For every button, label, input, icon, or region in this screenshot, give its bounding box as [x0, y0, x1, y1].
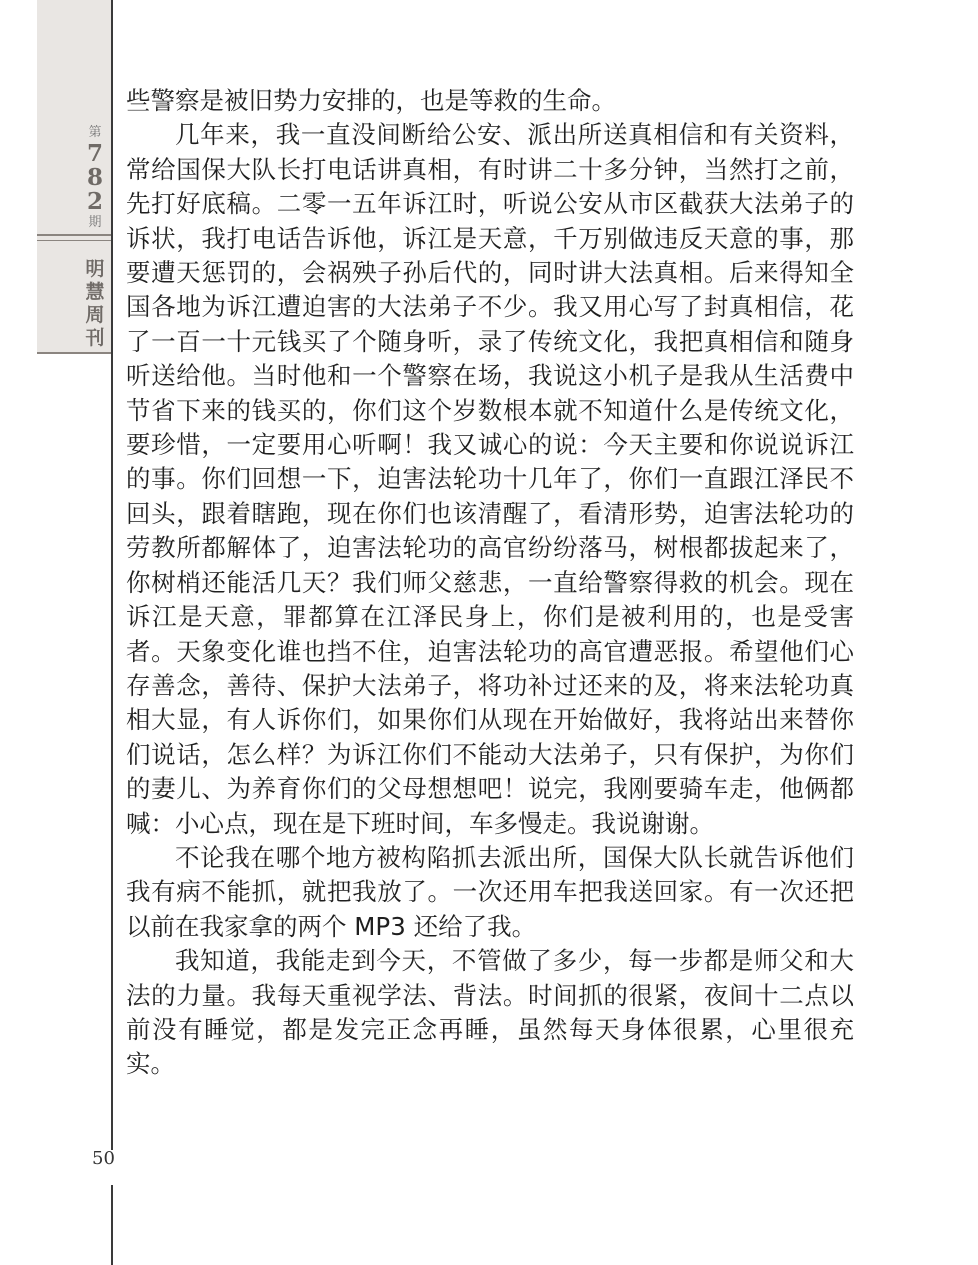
sidebar-divider: [37, 234, 112, 236]
page-number: 50: [92, 1148, 115, 1169]
issue-digit: 8: [86, 164, 103, 191]
article-body: [126, 84, 854, 1082]
issue-digit: 7: [86, 140, 103, 167]
magazine-char: 周: [85, 304, 105, 326]
paragraph: 几年来，我一直没间断给公安、派出所送真相信和有关资料，常给国保大队长打电话讲真相，有时讲二十多分钟，当然打之前，先打好底稿。二零一五年诉江时，听说公安从市区截获大法弟子的诉状，我打电话告诉他，诉江是天意，千万别做违反天意的事，那要遭天惩罚的，会祸殃子孙后代的，同时讲大法真相。后来得知全国各地为诉江遭迫害的大法弟子不少。我又用心写了封真相信，花了一百一十元钱买了个随身听，录了传统文化，我把真相信和随身听送给他。当时他和一个警察在场，我说这小机子是我从生活费中节省下来的钱买的，你们这个岁数根本就不知道什么是传统文化，要珍惜，一定要用心听啊！我又诚心的说：今天主要和你说说诉江的事。你们回想一下，迫害法轮功十几年了，你们一直跟江泽民不回头，跟着瞎跑，现在你们也该清醒了，看清形势，迫害法轮功的劳教所都解体了，迫害法轮功的高官纷纷落马，树根都拔起来了，你树梢还能活几天？我们师父慈悲，一直给警察得救的机会。现在诉江是天意，罪都算在江泽民身上，你们是被利用的，也是受害者。天象变化谁也挡不住，迫害法轮功的高官遭恶报。希望他们心存善念，善待、保护大法弟子，将功补过还来的及，将来法轮功真相大显，有人诉你们，如果你们从现在开始做好，我将站出来替你们说话，怎么样？为诉江你们不能动大法弟子，只有保护，为你们的妻儿、为养育你们的父母想想吧！说完，我刚要骑车走，他俩都喊：小心点，现在是下班时间，车多慢走。我说谢谢。: [126, 120, 854, 838]
magazine-char: 慧: [85, 281, 105, 303]
paragraph: 不论我在哪个地方被构陷抓去派出所，国保大队长就告诉他们我有病不能抓，就把我放了。一次还用车把我送回家。有一次还把以前在我家拿的两个 MP3 还给了我。: [126, 842, 854, 941]
issue-digit: 2: [86, 188, 103, 215]
paragraph: 我知道，我能走到今天，不管做了多少，每一步都是师父和大法的力量。我每天重视学法、背法。时间抓的很紧，夜间十二点以前没有睡觉，都是发完正念再睡，虽然每天身体很累，心里很充实。: [126, 946, 854, 1079]
issue-prefix: 第: [88, 125, 102, 140]
issue-number: [80, 124, 110, 232]
margin-rule-lower: [111, 1185, 113, 1265]
magazine-char: 刊: [85, 327, 105, 349]
sidebar-divider-thin: [37, 240, 112, 241]
issue-suffix: 期: [88, 215, 102, 230]
magazine-title: [80, 258, 110, 350]
margin-rule: [111, 0, 113, 1150]
magazine-char: 明: [85, 258, 105, 280]
paragraph: 些警察是被旧势力安排的，也是等救的生命。: [126, 86, 616, 115]
